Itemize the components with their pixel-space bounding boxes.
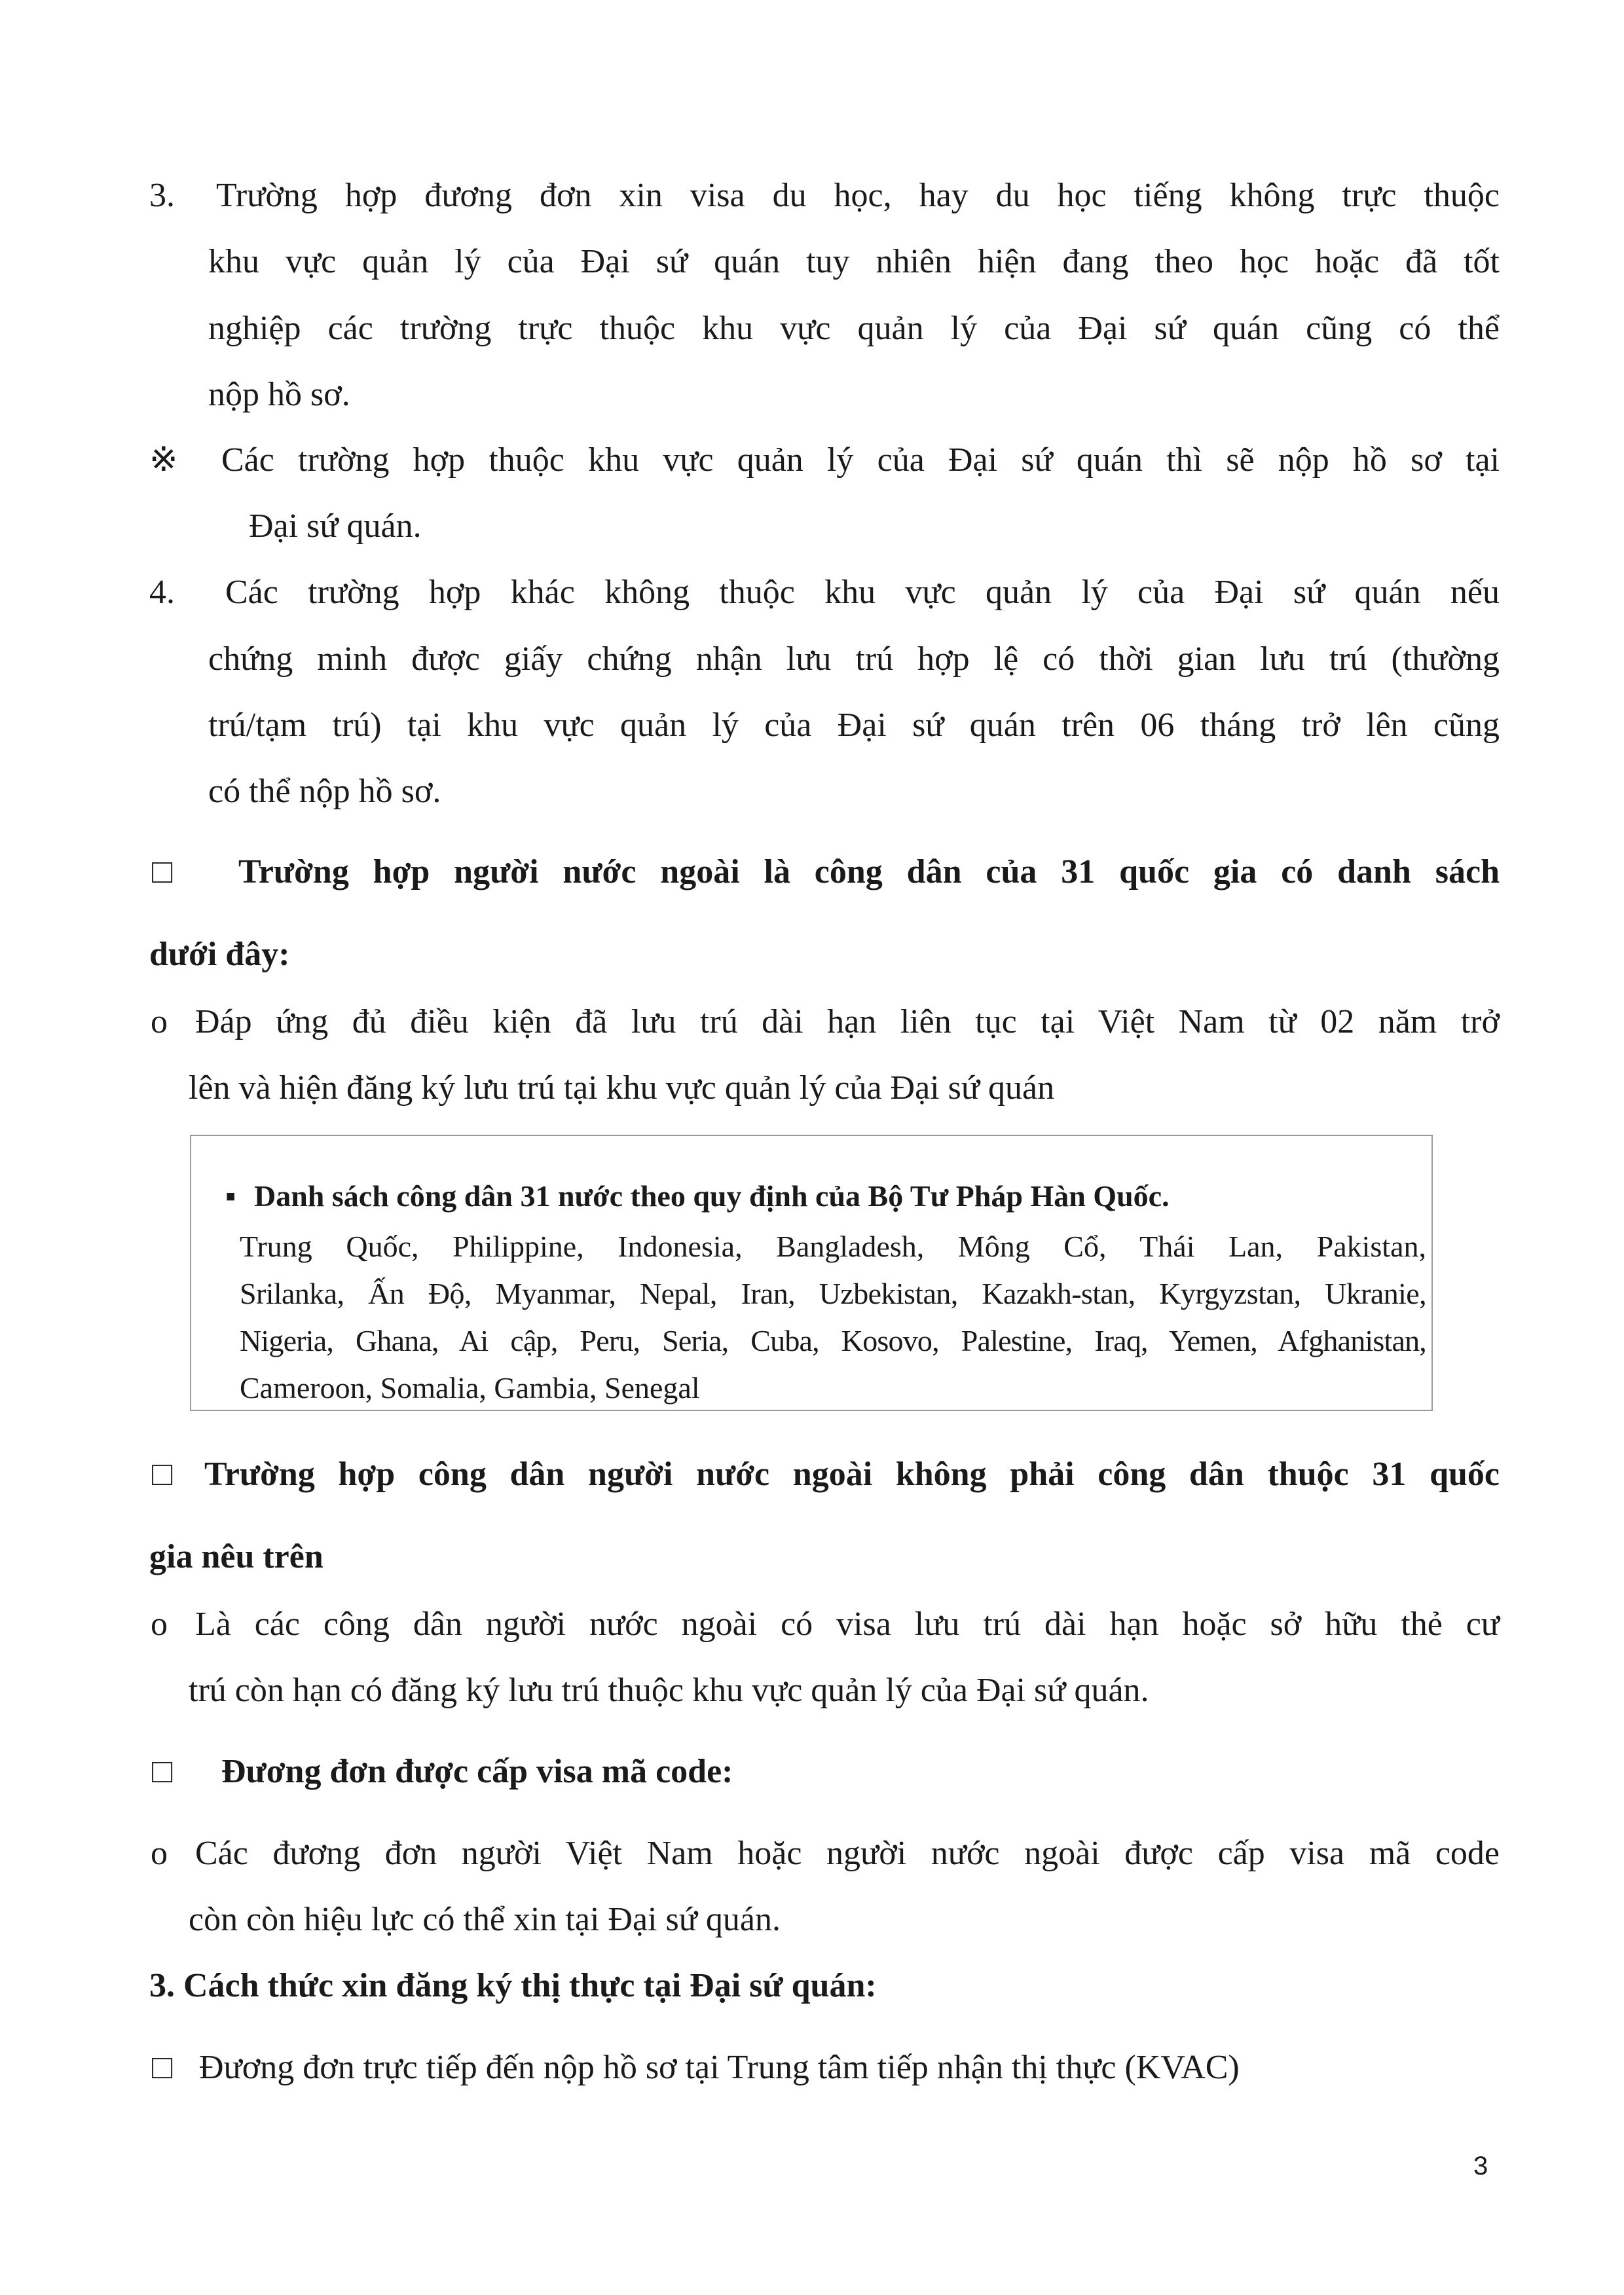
section-code-bullet-line-1: Các đương đơn người Việt Nam hoặc người nước ngoài được cấp visa mã code xyxy=(195,1835,1500,1872)
section-non31-heading-line-2: gia nêu trên xyxy=(149,1538,323,1575)
note-marker: ※ xyxy=(149,441,178,479)
section-31-checkbox-icon: □ xyxy=(152,853,173,890)
country-box-title: Danh sách công dân 31 nước theo quy định của Bộ Tư Pháp Hàn Quốc. xyxy=(254,1179,1170,1213)
item-4-line-2: chứng minh được giấy chứng nhận lưu trú hợp lệ có thời gian lưu trú (thường xyxy=(208,640,1500,678)
country-box-bullet: ▪ xyxy=(225,1179,236,1213)
section-code-bullet-line-2: còn còn hiệu lực có thể xin tại Đại sứ quán. xyxy=(189,1901,781,1938)
section-31-bullet-line-2: lên và hiện đăng ký lưu trú tại khu vực quản lý của Đại sứ quán xyxy=(189,1069,1055,1107)
section-non31-checkbox-icon: □ xyxy=(152,1456,173,1493)
section-non31-heading-line-1: Trường hợp công dân người nước ngoài không phải công dân thuộc 31 quốc xyxy=(204,1456,1500,1493)
note-line-2: Đại sứ quán. xyxy=(249,507,422,545)
last-item-checkbox-icon: □ xyxy=(152,2049,173,2086)
country-box-line-3: Nigeria, Ghana, Ai cập, Peru, Seria, Cuba, Kosovo, Palestine, Iraq, Yemen, Afghanistan, xyxy=(240,1324,1426,1357)
item-3-marker: 3. xyxy=(149,177,175,214)
page-number: 3 xyxy=(1473,2152,1488,2180)
section-31-bullet-marker: o xyxy=(151,1003,168,1040)
heading-3: 3. Cách thức xin đăng ký thị thực tại Đại sứ quán: xyxy=(149,1967,877,2004)
country-box-line-1: Trung Quốc, Philippine, Indonesia, Bangladesh, Mông Cổ, Thái Lan, Pakistan, xyxy=(240,1230,1426,1263)
item-3-line-2: khu vực quản lý của Đại sứ quán tuy nhiên hiện đang theo học hoặc đã tốt xyxy=(208,243,1500,280)
section-31-heading-line-1: Trường hợp người nước ngoài là công dân của 31 quốc gia có danh sách xyxy=(238,853,1500,890)
note-line-1: Các trường hợp thuộc khu vực quản lý của Đại sứ quán thì sẽ nộp hồ sơ tại xyxy=(221,441,1500,479)
section-code-heading: Đương đơn được cấp visa mã code: xyxy=(221,1753,733,1790)
item-4-marker: 4. xyxy=(149,574,175,611)
country-box-line-4: Cameroon, Somalia, Gambia, Senegal xyxy=(240,1371,700,1405)
section-non31-bullet-line-2: trú còn hạn có đăng ký lưu trú thuộc khu vực quản lý của Đại sứ quán. xyxy=(189,1672,1149,1709)
item-3-line-1: Trường hợp đương đơn xin visa du học, hay du học tiếng không trực thuộc xyxy=(216,177,1500,214)
section-non31-bullet-line-1: Là các công dân người nước ngoài có visa lưu trú dài hạn hoặc sở hữu thẻ cư xyxy=(195,1606,1500,1643)
item-3-line-4: nộp hồ sơ. xyxy=(208,376,350,413)
section-non31-bullet-marker: o xyxy=(151,1606,168,1643)
section-31-bullet-line-1: Đáp ứng đủ điều kiện đã lưu trú dài hạn liên tục tại Việt Nam từ 02 năm trở xyxy=(195,1003,1500,1040)
item-4-line-3: trú/tạm trú) tại khu vực quản lý của Đại sứ quán trên 06 tháng trở lên cũng xyxy=(208,707,1500,744)
last-item-text: Đương đơn trực tiếp đến nộp hồ sơ tại Trung tâm tiếp nhận thị thực (KVAC) xyxy=(199,2049,1240,2086)
section-code-checkbox-icon: □ xyxy=(152,1753,173,1790)
country-box-line-2: Srilanka, Ấn Độ, Myanmar, Nepal, Iran, Uzbekistan, Kazakh-stan, Kyrgyzstan, Ukranie, xyxy=(240,1277,1426,1310)
section-31-heading-line-2: dưới đây: xyxy=(149,936,290,973)
item-4-line-1: Các trường hợp khác không thuộc khu vực quản lý của Đại sứ quán nếu xyxy=(225,574,1500,611)
item-3-line-3: nghiệp các trường trực thuộc khu vực quản lý của Đại sứ quán cũng có thể xyxy=(208,310,1500,347)
country-list-box xyxy=(190,1135,1433,1411)
section-code-bullet-marker: o xyxy=(151,1835,168,1872)
item-4-line-4: có thể nộp hồ sơ. xyxy=(208,773,441,810)
